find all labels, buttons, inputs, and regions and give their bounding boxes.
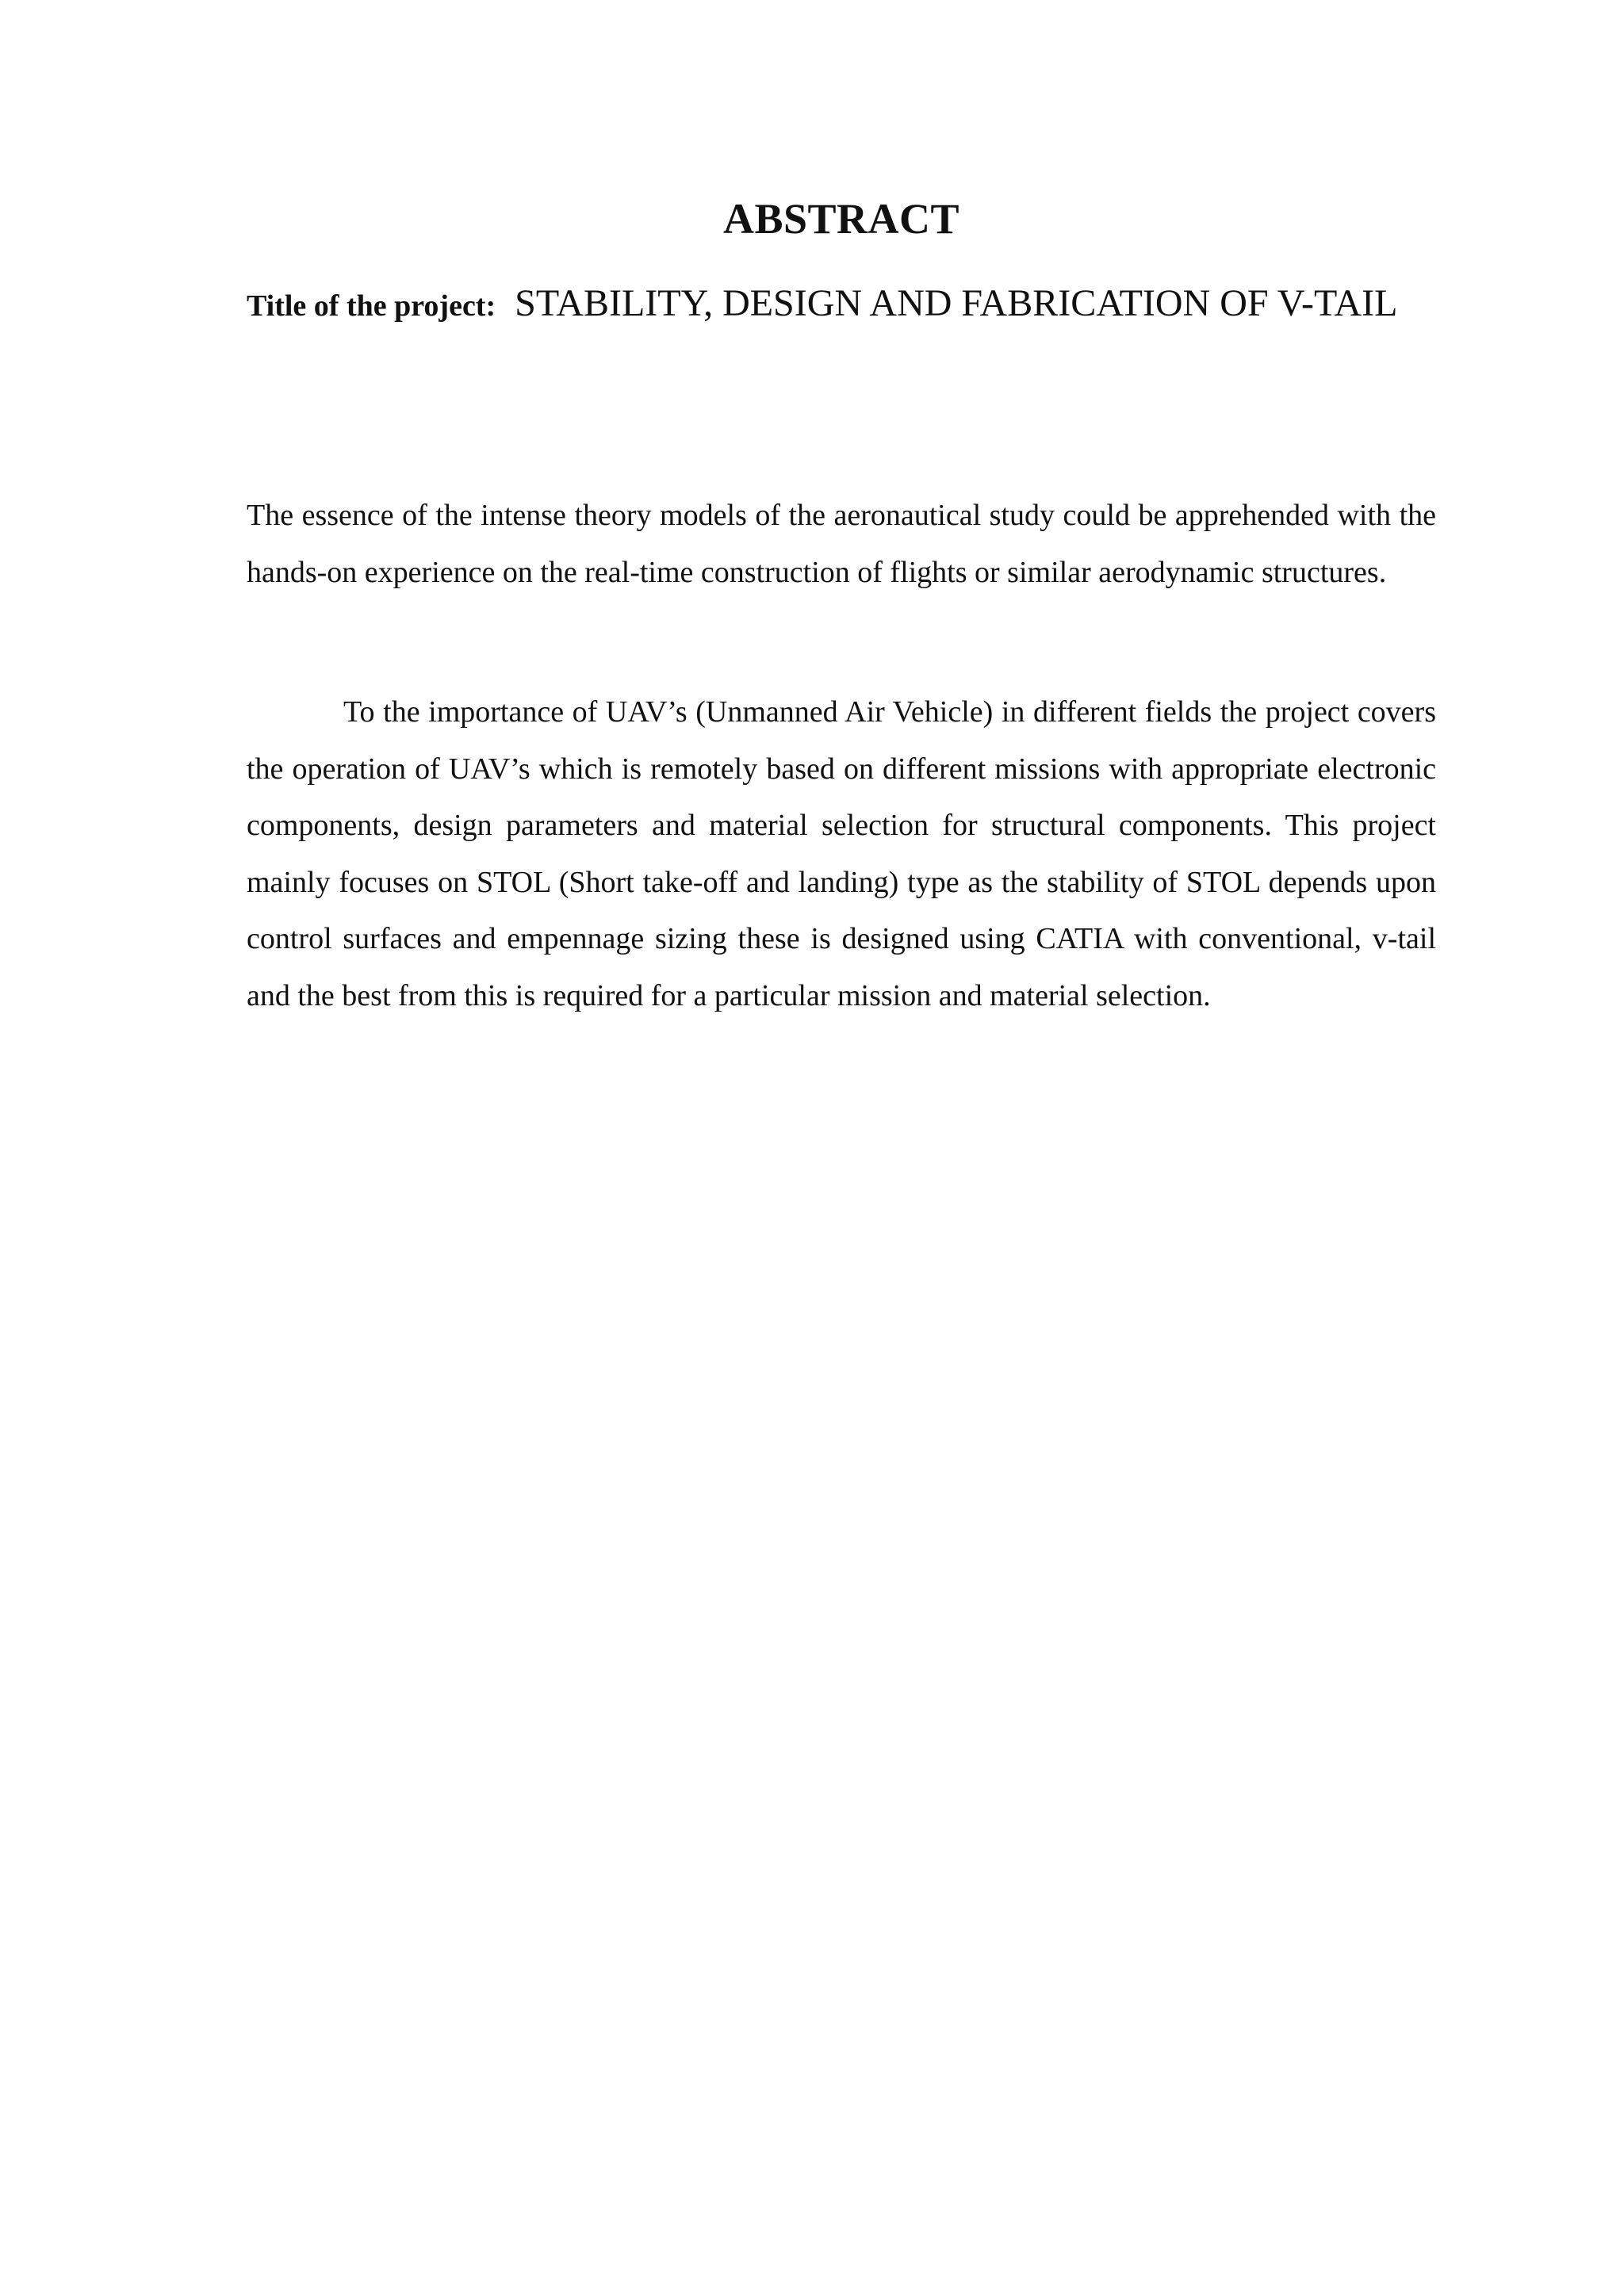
project-title-label: Title of the project:: [247, 289, 496, 323]
abstract-heading: ABSTRACT: [722, 195, 960, 243]
abstract-paragraph-1: The essence of the intense theory models of the aeronautical study could be apprehended with the hands-on experience on the real-time construction of flights or similar aerodynamic structures.: [247, 499, 1436, 589]
project-title-value: STABILITY, DESIGN AND FABRICATION OF V-TAIL: [515, 282, 1398, 324]
project-title-line: [247, 279, 1436, 331]
abstract-paragraph-2: To the importance of UAV’s (Unmanned Air Vehicle) in different fields the project covers the operation of UAV’s which is remotely based on different missions with appropriate electronic components, design parameters and material selection for structural components. This project mainly focuses on STOL (Short take-off and landing) type as the stability of STOL depends upon control surfaces and empennage sizing these is designed using CATIA with conventional, v-tail and the best from this is required for a particular mission and material selection.: [247, 695, 1436, 1012]
